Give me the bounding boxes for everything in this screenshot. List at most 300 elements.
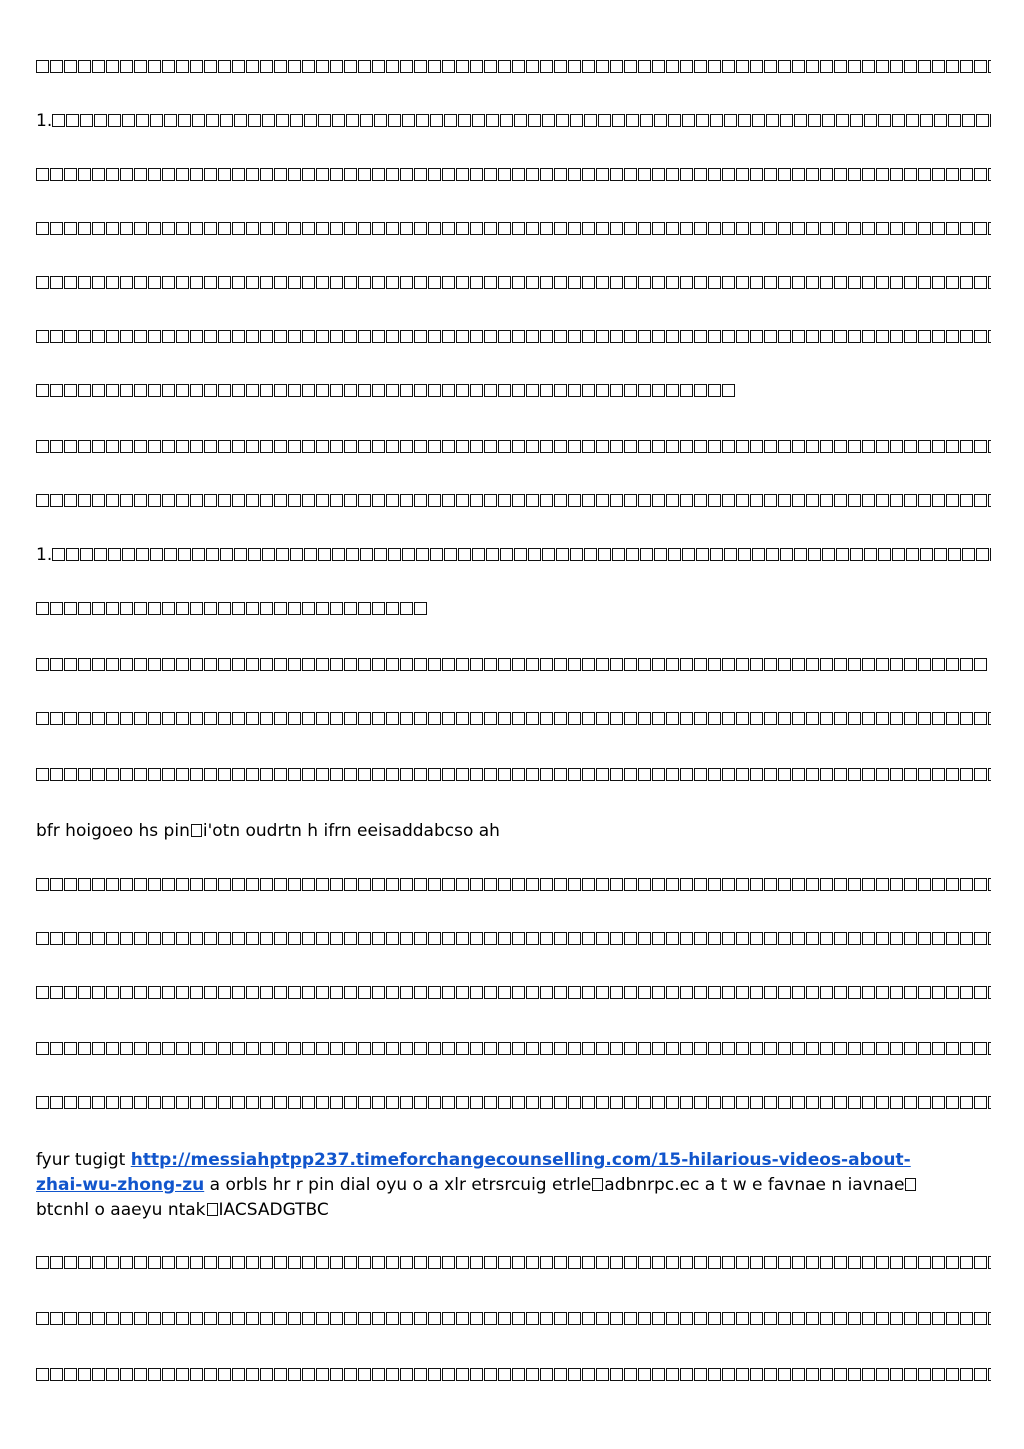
missing-glyph-box [162, 932, 175, 945]
missing-glyph-box [526, 276, 539, 289]
missing-glyph-box [610, 932, 623, 945]
missing-glyph-box [190, 494, 203, 507]
missing-glyph-box [946, 60, 959, 73]
missing-glyph-box [792, 1312, 805, 1325]
missing-glyph-box [890, 168, 903, 181]
missing-glyph-box [148, 222, 161, 235]
missing-glyph-box [372, 276, 385, 289]
missing-glyph-box [330, 494, 343, 507]
missing-glyph-box [218, 60, 231, 73]
missing-glyph-box [162, 168, 175, 181]
missing-glyph-box [134, 1312, 147, 1325]
missing-glyph-box [456, 986, 469, 999]
missing-glyph-box [974, 440, 987, 453]
missing-glyph-box [792, 222, 805, 235]
missing-glyph-box [752, 114, 765, 127]
missing-glyph-box [526, 168, 539, 181]
missing-glyph-box [904, 1368, 917, 1381]
missing-glyph-box [470, 878, 483, 891]
missing-glyph-box [274, 330, 287, 343]
missing-glyph-box [568, 1096, 581, 1109]
missing-glyph-box [598, 548, 611, 561]
missing-glyph-box [106, 222, 119, 235]
missing-glyph-box [498, 222, 511, 235]
missing-glyph-box [960, 1042, 973, 1055]
missing-glyph-box [918, 440, 931, 453]
missing-glyph-box [50, 986, 63, 999]
missing-glyph-box [470, 330, 483, 343]
missing-glyph-box [302, 494, 315, 507]
missing-glyph-box [372, 1256, 385, 1269]
missing-glyph-box [386, 384, 399, 397]
missing-glyph-box [526, 1096, 539, 1109]
missing-glyph-box [526, 440, 539, 453]
missing-glyph-box [92, 60, 105, 73]
missing-glyph-box [50, 60, 63, 73]
missing-glyph-box [834, 1096, 847, 1109]
missing-glyph-box [120, 712, 133, 725]
missing-glyph-box [176, 602, 189, 615]
missing-glyph-box [540, 1256, 553, 1269]
missing-glyph-box [274, 60, 287, 73]
missing-glyph-box [204, 168, 217, 181]
missing-glyph-box [778, 932, 791, 945]
missing-glyph-box [722, 1368, 735, 1381]
missing-glyph-box [610, 658, 623, 671]
missing-glyph-box [848, 1096, 861, 1109]
missing-glyph-box [148, 932, 161, 945]
missing-glyph-box [134, 440, 147, 453]
missing-glyph-box [330, 60, 343, 73]
missing-glyph-box [470, 1368, 483, 1381]
missing-glyph-box [582, 222, 595, 235]
missing-glyph-box [148, 1312, 161, 1325]
missing-glyph-box [218, 384, 231, 397]
missing-glyph-box [666, 712, 679, 725]
missing-glyph-box [148, 384, 161, 397]
missing-glyph-box [806, 712, 819, 725]
missing-glyph-box [246, 222, 259, 235]
missing-glyph-box [918, 276, 931, 289]
missing-glyph-box [638, 384, 651, 397]
paragraph-lead: fyur tugigt [36, 1150, 131, 1170]
missing-glyph-box [988, 440, 991, 453]
missing-glyph-box [820, 276, 833, 289]
missing-glyph-box [834, 1368, 847, 1381]
paragraph-tail-3: btcnhl o aaeyu ntak [36, 1200, 206, 1220]
missing-glyph-box [512, 276, 525, 289]
missing-glyph-box [918, 1368, 931, 1381]
missing-glyph-box [626, 548, 639, 561]
missing-glyph-box [526, 60, 539, 73]
missing-glyph-box [442, 440, 455, 453]
missing-glyph-box [946, 330, 959, 343]
missing-glyph-box [386, 168, 399, 181]
missing-glyph-box [876, 878, 889, 891]
missing-glyph-box [218, 1256, 231, 1269]
missing-glyph-box [582, 494, 595, 507]
missing-glyph-box [36, 986, 49, 999]
missing-glyph-box [764, 986, 777, 999]
missing-glyph-box [120, 1368, 133, 1381]
missing-glyph-box [92, 330, 105, 343]
missing-glyph-box [568, 658, 581, 671]
missing-glyph-box [428, 1042, 441, 1055]
missing-glyph-box [864, 548, 877, 561]
missing-glyph-box [764, 768, 777, 781]
missing-glyph-box [708, 330, 721, 343]
missing-glyph-box [204, 1042, 217, 1055]
missing-glyph-box [274, 768, 287, 781]
missing-glyph-box [722, 1042, 735, 1055]
missing-glyph-box [428, 878, 441, 891]
missing-glyph-box [120, 1096, 133, 1109]
missing-glyph-box [428, 932, 441, 945]
missing-glyph-box [876, 276, 889, 289]
missing-glyph-box [246, 60, 259, 73]
missing-glyph-box [834, 712, 847, 725]
missing-glyph-box [680, 712, 693, 725]
missing-glyph-box [498, 1256, 511, 1269]
missing-glyph-box [204, 1096, 217, 1109]
missing-glyph-box [554, 494, 567, 507]
garbled-text-line [36, 272, 991, 294]
missing-glyph-box [372, 440, 385, 453]
missing-glyph-box [624, 712, 637, 725]
missing-glyph-box [668, 114, 681, 127]
missing-glyph-box [722, 440, 735, 453]
missing-glyph-box [906, 548, 919, 561]
missing-glyph-box [694, 440, 707, 453]
missing-glyph-box [540, 222, 553, 235]
missing-glyph-box [218, 440, 231, 453]
missing-glyph-box [400, 932, 413, 945]
missing-glyph-box [330, 932, 343, 945]
missing-glyph-box [974, 1096, 987, 1109]
missing-glyph-box [960, 168, 973, 181]
missing-glyph-box [820, 1096, 833, 1109]
missing-glyph-box [360, 548, 373, 561]
missing-glyph-box [820, 1368, 833, 1381]
missing-glyph-box [106, 1256, 119, 1269]
article-link[interactable]: http://messiahptpp237.timeforchangecounselling.com/15-hilarious-videos-about-zhai-wu-zhong-zu [36, 1150, 911, 1195]
missing-glyph-box [316, 60, 329, 73]
missing-glyph-box [442, 494, 455, 507]
missing-glyph-box [988, 330, 991, 343]
missing-glyph-box [694, 932, 707, 945]
missing-glyph-box [568, 330, 581, 343]
garbled-text-line [36, 982, 991, 1004]
missing-glyph-box [470, 768, 483, 781]
missing-glyph-box [946, 1256, 959, 1269]
missing-glyph-box [526, 712, 539, 725]
missing-glyph-box [248, 114, 261, 127]
missing-glyph-box [526, 222, 539, 235]
missing-glyph-box [596, 986, 609, 999]
missing-glyph-box [150, 548, 163, 561]
missing-glyph-box [386, 60, 399, 73]
missing-glyph-box [358, 986, 371, 999]
missing-glyph-box [652, 658, 665, 671]
missing-glyph-box [988, 1368, 991, 1381]
missing-glyph-box [176, 658, 189, 671]
missing-glyph-box [778, 222, 791, 235]
missing-glyph-box [64, 384, 77, 397]
missing-glyph-box [220, 114, 233, 127]
missing-glyph-box [806, 440, 819, 453]
missing-glyph-box [472, 548, 485, 561]
missing-glyph-box [442, 986, 455, 999]
missing-glyph-box [934, 114, 947, 127]
missing-glyph-box [274, 168, 287, 181]
missing-glyph-box [148, 330, 161, 343]
missing-glyph-box [850, 548, 863, 561]
missing-glyph-box [540, 1042, 553, 1055]
missing-glyph-box [414, 768, 427, 781]
missing-glyph-box [274, 1312, 287, 1325]
missing-glyph-box [974, 222, 987, 235]
missing-glyph-box [932, 1042, 945, 1055]
missing-glyph-box [680, 494, 693, 507]
missing-glyph-box [276, 114, 289, 127]
missing-glyph-box [442, 1042, 455, 1055]
missing-glyph-box [654, 114, 667, 127]
missing-glyph-box [498, 276, 511, 289]
missing-glyph-box [472, 114, 485, 127]
missing-glyph-box [652, 494, 665, 507]
missing-glyph-box [988, 276, 991, 289]
missing-glyph-box [820, 494, 833, 507]
missing-glyph-box [764, 1256, 777, 1269]
missing-glyph-box [568, 1256, 581, 1269]
missing-glyph-box [232, 384, 245, 397]
missing-glyph-box [372, 602, 385, 615]
missing-glyph-box [134, 1256, 147, 1269]
missing-glyph-box [386, 932, 399, 945]
missing-glyph-box [766, 114, 779, 127]
missing-glyph-box [610, 276, 623, 289]
missing-glyph-box [330, 1042, 343, 1055]
missing-glyph-box [598, 114, 611, 127]
missing-glyph-box [344, 658, 357, 671]
missing-glyph-box [344, 712, 357, 725]
missing-glyph-box [288, 1042, 301, 1055]
missing-glyph-box [568, 932, 581, 945]
missing-glyph-box [988, 986, 991, 999]
missing-glyph-box [246, 768, 259, 781]
missing-glyph-box [750, 276, 763, 289]
missing-glyph-box [526, 494, 539, 507]
missing-glyph-box [596, 712, 609, 725]
missing-glyph-box [694, 986, 707, 999]
missing-glyph-box [946, 986, 959, 999]
missing-glyph-box [372, 168, 385, 181]
missing-glyph-box [624, 222, 637, 235]
missing-glyph-box [78, 932, 91, 945]
missing-glyph-box [274, 384, 287, 397]
missing-glyph-box [134, 768, 147, 781]
missing-glyph-box [848, 440, 861, 453]
missing-glyph-box [218, 986, 231, 999]
missing-glyph-box [596, 1042, 609, 1055]
missing-glyph-box [36, 1256, 49, 1269]
missing-glyph-box [666, 330, 679, 343]
missing-glyph-box [708, 658, 721, 671]
missing-glyph-box [50, 712, 63, 725]
missing-glyph-box [498, 1312, 511, 1325]
missing-glyph-box [120, 602, 133, 615]
missing-glyph-box [750, 768, 763, 781]
missing-glyph-box [976, 548, 989, 561]
missing-glyph-box [316, 1256, 329, 1269]
missing-glyph-box [470, 168, 483, 181]
missing-glyph-box [694, 494, 707, 507]
missing-glyph-box [50, 384, 63, 397]
missing-glyph-box [470, 276, 483, 289]
missing-glyph-box [526, 1256, 539, 1269]
missing-glyph-box [260, 878, 273, 891]
missing-glyph-box [260, 384, 273, 397]
missing-glyph-box [190, 602, 203, 615]
missing-glyph-box [610, 768, 623, 781]
missing-glyph-box [680, 1368, 693, 1381]
missing-glyph-box [652, 932, 665, 945]
missing-glyph-box [946, 932, 959, 945]
missing-glyph-box [694, 658, 707, 671]
missing-glyph-box [512, 1096, 525, 1109]
missing-glyph-box [722, 1312, 735, 1325]
missing-glyph-box [456, 168, 469, 181]
missing-glyph-box [682, 114, 695, 127]
missing-glyph-box [582, 168, 595, 181]
missing-glyph-box [624, 494, 637, 507]
missing-glyph-box [862, 222, 875, 235]
missing-glyph-box [750, 986, 763, 999]
missing-glyph-box [848, 768, 861, 781]
missing-glyph-box [948, 548, 961, 561]
missing-glyph-box [654, 548, 667, 561]
missing-glyph-box [316, 602, 329, 615]
missing-glyph-box [596, 1312, 609, 1325]
missing-glyph-box [246, 1256, 259, 1269]
missing-glyph-box [918, 932, 931, 945]
missing-glyph-box [724, 114, 737, 127]
missing-glyph-box [554, 60, 567, 73]
missing-glyph-box [400, 494, 413, 507]
missing-glyph-box [918, 658, 931, 671]
missing-glyph-box [610, 494, 623, 507]
missing-glyph-box [358, 1368, 371, 1381]
missing-glyph-box [626, 114, 639, 127]
missing-glyph-box [960, 658, 973, 671]
missing-glyph-box [106, 768, 119, 781]
missing-glyph-box [106, 986, 119, 999]
missing-glyph-box [78, 330, 91, 343]
missing-glyph-box [750, 330, 763, 343]
missing-glyph-box [974, 986, 987, 999]
missing-glyph-box [414, 168, 427, 181]
missing-glyph-box [274, 1256, 287, 1269]
missing-glyph-box [148, 60, 161, 73]
missing-glyph-box [554, 1256, 567, 1269]
missing-glyph-box [346, 548, 359, 561]
missing-glyph-box [556, 114, 569, 127]
missing-glyph-box [568, 712, 581, 725]
missing-glyph-box [106, 658, 119, 671]
missing-glyph-box [988, 60, 991, 73]
missing-glyph-box [456, 60, 469, 73]
missing-glyph-box [764, 878, 777, 891]
missing-glyph-box [778, 878, 791, 891]
missing-glyph-box [904, 1312, 917, 1325]
missing-glyph-box [638, 440, 651, 453]
missing-glyph-box [36, 712, 49, 725]
missing-glyph-box [862, 1096, 875, 1109]
missing-glyph-box [624, 384, 637, 397]
missing-glyph-box [568, 276, 581, 289]
missing-glyph-box [932, 1368, 945, 1381]
missing-glyph-box [92, 986, 105, 999]
missing-glyph-box [820, 1312, 833, 1325]
missing-glyph-box [344, 440, 357, 453]
missing-glyph-box [736, 1368, 749, 1381]
missing-glyph-box [330, 276, 343, 289]
missing-glyph-box [316, 276, 329, 289]
missing-glyph-box [764, 1312, 777, 1325]
missing-glyph-box [358, 658, 371, 671]
missing-glyph-box [64, 1256, 77, 1269]
missing-glyph-box [512, 1312, 525, 1325]
missing-glyph-box [78, 494, 91, 507]
missing-glyph-box [288, 932, 301, 945]
missing-glyph-box [444, 114, 457, 127]
missing-glyph-box [358, 384, 371, 397]
missing-glyph-box [792, 168, 805, 181]
missing-glyph-box [738, 114, 751, 127]
missing-glyph-box [232, 986, 245, 999]
missing-glyph-box [386, 1096, 399, 1109]
missing-glyph-box [246, 986, 259, 999]
missing-glyph-box [64, 1042, 77, 1055]
missing-glyph-box [302, 1256, 315, 1269]
missing-glyph-box [848, 276, 861, 289]
missing-glyph-box [710, 548, 723, 561]
missing-glyph-box [50, 1256, 63, 1269]
missing-glyph-box [302, 384, 315, 397]
missing-glyph-box [640, 548, 653, 561]
missing-glyph-box [974, 1256, 987, 1269]
missing-glyph-box [764, 1042, 777, 1055]
missing-glyph-box [204, 712, 217, 725]
missing-glyph-box [148, 494, 161, 507]
missing-glyph-box [694, 384, 707, 397]
missing-glyph-box [694, 222, 707, 235]
missing-glyph-box [778, 276, 791, 289]
missing-glyph-box [540, 330, 553, 343]
missing-glyph-box [638, 222, 651, 235]
missing-glyph-box [722, 986, 735, 999]
missing-glyph-box [540, 768, 553, 781]
missing-glyph-box [750, 1368, 763, 1381]
missing-glyph-box [248, 548, 261, 561]
missing-glyph-box [106, 878, 119, 891]
missing-glyph-box [36, 276, 49, 289]
missing-glyph-box [92, 276, 105, 289]
missing-glyph-box [428, 658, 441, 671]
missing-glyph-box [778, 168, 791, 181]
missing-glyph-box [876, 658, 889, 671]
missing-glyph-box [386, 494, 399, 507]
